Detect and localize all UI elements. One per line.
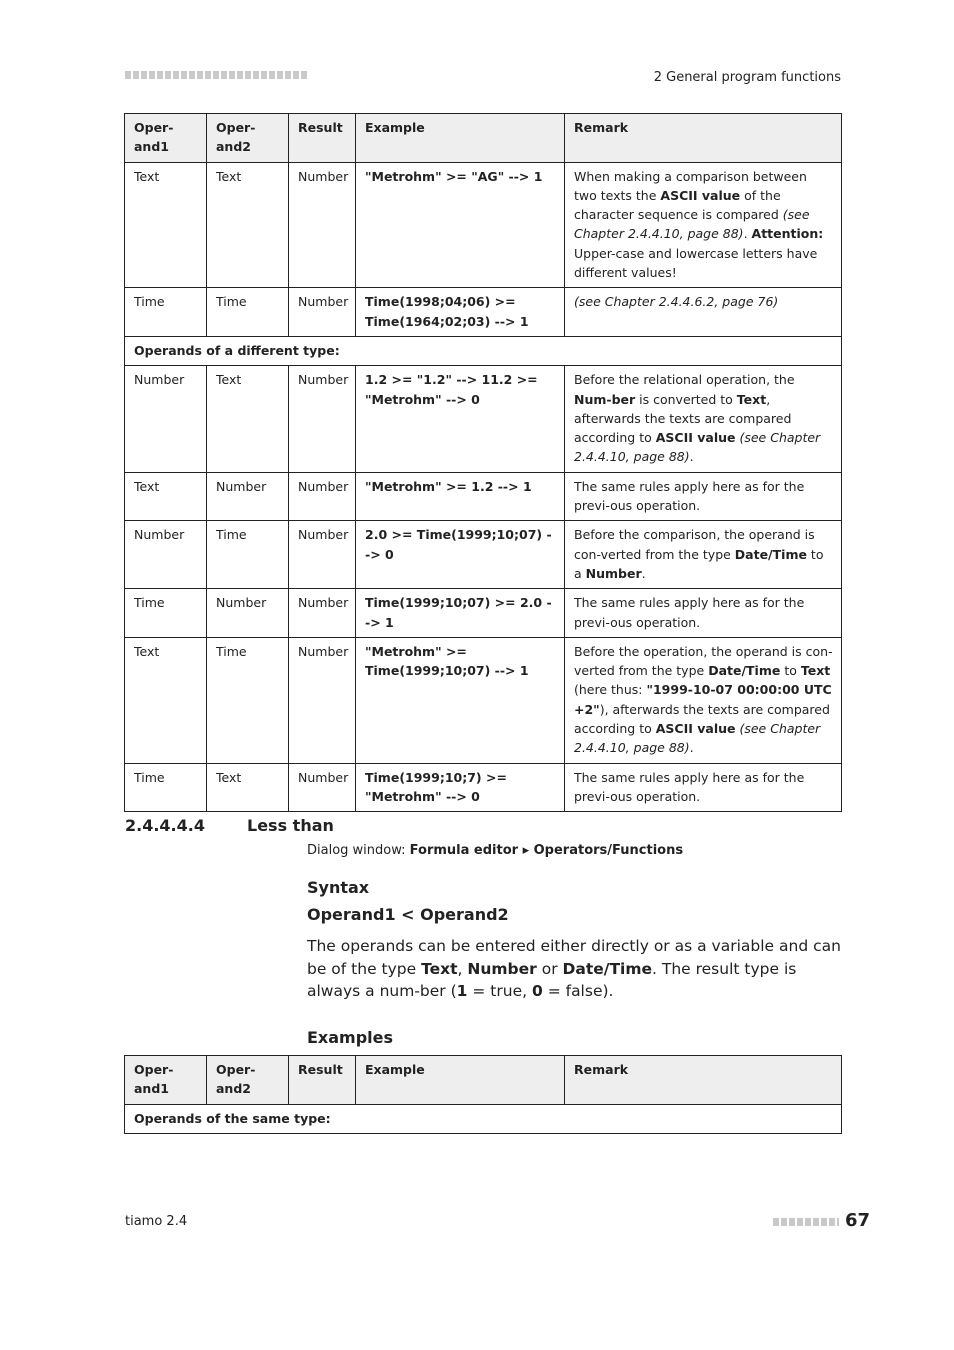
operand2-cell: Number (207, 472, 289, 521)
operand2-cell: Text (207, 366, 289, 472)
footer-product: tiamo 2.4 (125, 1214, 188, 1229)
result-cell: Number (289, 366, 356, 472)
operand1-cell: Time (125, 288, 207, 337)
operand2-cell: Time (207, 637, 289, 763)
remark-cell: The same rules apply here as for the previ-ous operation. (565, 472, 842, 521)
remark-cell: Before the comparison, the operand is con-verted from the type Date/Time to a Number. (565, 521, 842, 589)
table-header-row (125, 114, 842, 163)
table-row (125, 472, 842, 521)
header-chapter: 2 General program functions (653, 70, 841, 85)
operand1-cell: Text (125, 472, 207, 521)
column-header: Oper- and2 (207, 114, 289, 163)
result-cell: Number (289, 162, 356, 288)
operand1-cell: Number (125, 521, 207, 589)
column-header: Example (356, 1056, 565, 1105)
column-header: Example (356, 114, 565, 163)
examples-heading: Examples (307, 1028, 394, 1047)
result-cell: Number (289, 637, 356, 763)
section-label: Operands of a different type: (125, 336, 842, 365)
comparison-table-less-than (124, 1055, 842, 1134)
column-header: Remark (565, 114, 842, 163)
operand1-cell: Time (125, 763, 207, 812)
table-header-row (125, 1056, 842, 1105)
example-cell: Time(1999;10;07) >= 2.0 --> 1 (356, 589, 565, 638)
column-header: Result (289, 114, 356, 163)
section-label: Operands of the same type: (125, 1104, 842, 1133)
table-row (125, 162, 842, 288)
remark-cell: When making a comparison between two texts the ASCII value of the character sequence is compared (see Chapter 2.4.4.10, page 88). Attention: Upper-case and lowercase letters have different values! (565, 162, 842, 288)
column-header: Remark (565, 1056, 842, 1105)
operand2-cell: Number (207, 589, 289, 638)
remark-cell: The same rules apply here as for the previ-ous operation. (565, 589, 842, 638)
syntax-heading: Syntax (307, 878, 370, 897)
table-row (125, 366, 842, 472)
operand1-cell: Time (125, 589, 207, 638)
table-row (125, 589, 842, 638)
header-decoration (125, 71, 307, 79)
example-cell: 1.2 >= "1.2" --> 11.2 >= "Metrohm" --> 0 (356, 366, 565, 472)
description-paragraph: The operands can be entered either directly or as a variable and can be of the type Text, Number or Date/Time. The result type is always a num-ber (1 = true, 0 = false). (307, 937, 841, 1000)
example-cell: Time(1998;04;06) >= Time(1964;02;03) --> 1 (356, 288, 565, 337)
result-cell: Number (289, 763, 356, 812)
operand1-cell: Number (125, 366, 207, 472)
operand2-cell: Time (207, 288, 289, 337)
dialog-path: Formula editor ▸ Operators/Functions (409, 843, 684, 858)
dialog-prefix: Dialog window: (307, 843, 406, 858)
operand1-cell: Text (125, 162, 207, 288)
column-header: Oper- and1 (125, 114, 207, 163)
dialog-window-path (307, 843, 683, 858)
footer-decoration (773, 1218, 839, 1226)
result-cell: Number (289, 472, 356, 521)
syntax-formula: Operand1 < Operand2 (307, 905, 509, 924)
section-number: 2.4.4.4.4 (125, 816, 205, 835)
table-row (125, 288, 842, 337)
operand1-cell: Text (125, 637, 207, 763)
column-header: Oper- and2 (207, 1056, 289, 1105)
section-title: Less than (247, 816, 334, 835)
result-cell: Number (289, 521, 356, 589)
remark-cell: The same rules apply here as for the previ-ous operation. (565, 763, 842, 812)
result-cell: Number (289, 589, 356, 638)
remark-cell: (see Chapter 2.4.4.6.2, page 76) (565, 288, 842, 337)
comparison-table-greater-equal (124, 113, 842, 812)
column-header: Oper- and1 (125, 1056, 207, 1105)
table-row (125, 521, 842, 589)
section-row (125, 336, 842, 365)
operand2-cell: Time (207, 521, 289, 589)
example-cell: 2.0 >= Time(1999;10;07) --> 0 (356, 521, 565, 589)
example-cell: "Metrohm" >= Time(1999;10;07) --> 1 (356, 637, 565, 763)
example-cell: Time(1999;10;7) >= "Metrohm" --> 0 (356, 763, 565, 812)
page-number: 67 (845, 1210, 871, 1231)
example-cell: "Metrohm" >= "AG" --> 1 (356, 162, 565, 288)
operand2-cell: Text (207, 763, 289, 812)
remark-cell: Before the operation, the operand is con-verted from the type Date/Time to Text (here thus: "1999-10-07 00:00:00 UTC +2"), afterwards the texts are compared according to ASCII value (see Chapter 2.4.4.10, page 88). (565, 637, 842, 763)
table-row (125, 763, 842, 812)
result-cell: Number (289, 288, 356, 337)
column-header: Result (289, 1056, 356, 1105)
table-row (125, 637, 842, 763)
section-row (125, 1104, 842, 1133)
example-cell: "Metrohm" >= 1.2 --> 1 (356, 472, 565, 521)
operand2-cell: Text (207, 162, 289, 288)
remark-cell: Before the relational operation, the Num-ber is converted to Text, afterwards the texts are compared according to ASCII value (see Chapter 2.4.4.10, page 88). (565, 366, 842, 472)
